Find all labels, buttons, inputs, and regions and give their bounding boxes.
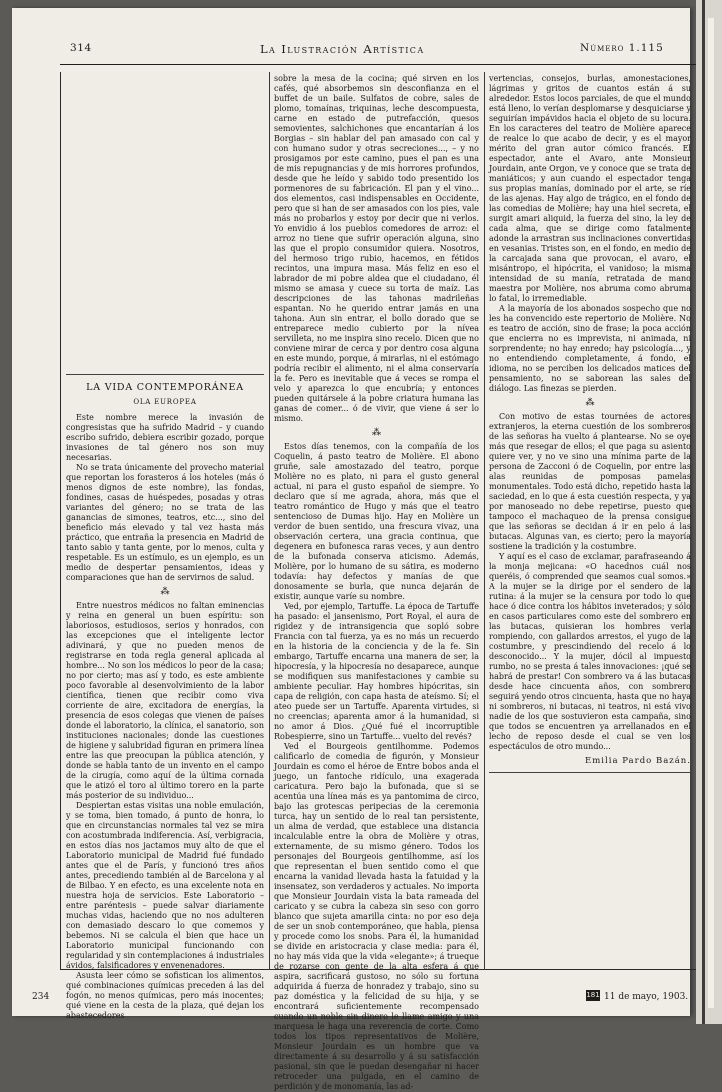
paragraph: Ved el Bourgeois gentilhomme. Podemos calificarlo de comedia de figurón, y Monsieur Jourdain es como el héroe de Entre bobos anda el juego, un fantoche ridículo, una exagerada caricatura. Pero bajo la bufonada, que si se acentúa una línea más es ya pantomima de circo, bajo las grotescas peripecias de la ceremonia turca, hay un sentido de lo real tan persistente, un alma de verdad, que establece una distancia incalculable entre la obra de Molière y otras, externamente, de su mismo género. Todos los personajes del Bourgeois gentilhomme, así los que representan el buen sentido como el que encarna la vanidad llevada hasta la fatuidad y la insensatez, son verdaderos y actuales. No importa que Monsieur Jourdain vista la bata rameada del caricato y se cubra la cabeza sin seso con gorro blanco que sujeta amarilla cinta: no por eso deja de ser un snob contemporáneo, que habla, piensa y procede como los snobs. Para él, la humanidad se divide en aristocracia y clase media: para él, no hay más vida que la vida «elegante»; á trueque de rozarse con gente de la alta esfera á que aspira, sacrificará gustoso, no sólo su fortuna adquirida á fuerza de honradez y trabajo, sino su paz doméstica y la felicidad de su hija, y se encontrará suficientemente recompensado cuando un noble sin dinero le llame amigo y una marquesa le haga una reverencia de corte. Como todos los tipos representativos de Molière, Monsieur Jourdain es un hombre que va directamente á su desarrollo y á su satisfacción pasional, sin que le puedan desengañar ni hacer retroceder una pulgada, en el camino de perdición y de monomanía, las ad- — [274, 742, 479, 1091]
paragraph: Despiertan estas visitas una noble emulación, y se toma, bien tomado, á punto de honra, lo que en circunstancias normales tal vez se mira con acostumbrada indiferencia. Así, verbigracia, en estos días nos jactamos muy alto de que el Laboratorio municipal de Madrid fué fundado antes que el de París, y funcionó tres años antes, precediendo también al de Barcelona y al de Bilbao. Y en efecto, es una excelente nota en nuestra hoja de servicios. Este Laboratorio – entre paréntesis – puede salvar diariamente muchas vidas, haciendo que no nos adulteren con demasiado descaro lo que comemos y bebemos. Ni se calcula el bien que hace un Laboratorio municipal funcionando con regularidad y sin contemplaciones á industriales ávidos, falsificadores y envenenadores. — [66, 801, 264, 970]
paragraph: Estos días tenemos, con la compañía de los Coquelin, á pasto teatro de Molière. El abono gruñe, sale amostazado del teatro, porque Molière no es plato, ni para el gusto general actual, ni para el gusto español de siempre. Yo declaro que sí me agrada, ahora, más que el teatro romántico de Hugo y más que el teatro sentencioso de Dumas hijo. Hay en Molière un verdor de buen sentido, una frescura vivaz, una observación certera, una gracia continua, que degenera en bufonesca raras veces, y aun dentro de la bufonada conserva aticismo. Además, Molière, por lo humano de su sátira, es moderno todavía: hay defectos y manías de que donosamente se burla, que nunca dejarán de existir, aunque varíe su nombre. — [274, 442, 479, 601]
header-rule — [60, 64, 698, 65]
section-break-stars: ⁂ — [372, 428, 381, 438]
paragraph: No se trata únicamente del provecho material que reportan los forasteros á los hoteles (más ó menos dignos de este nombre), las fondas, fondines, casas de huéspedes, posadas y otras variantes del género; no se trata de las ganancias de simones, teatros, etc..., sino del beneficio más elevado y tal vez hasta más práctico, que entraña la presencia en Madrid de tanto sabio y tanta gente, por lo menos, culta y respetable. Es un estímulo, es un ejemplo, es un medio de despertar pensamientos, ideas y comparaciones que han de servirnos de salud. — [66, 463, 264, 582]
column-divider-1 — [269, 72, 270, 970]
archive-stamp: 181 — [586, 991, 600, 999]
paragraph: sobre la mesa de la cocina; qué sirven en los cafés, qué absorbemos sin desconfianza en el buffet de un baile. Sulfatos de cobre, sales de plomo, tomaínas, triquinas, leche descompuesta, carne en estado de putrefacción, quesos semovientes, salchichones que encantarían á los Borgias – sin hablar del pan amasado con cal y con humano sudor y otras secreciones..., – y no prosigamos por este camino, pues el pan es una de mis repugnancias y de mis horrores profundos, desde que he leído y sabido todo presentido los pormenores de su fabricación. El pan y el vino... dos elementos, casi indispensables en Occidente, pero que si han de ser amasados con los pies, vale más no probarlos y estoy por decir que ni verlos. Yo envidio á los pueblos comedores de arroz: el arroz no tiene que sufrir operación alguna, sino las que el propio consumidor quiera. Nosotros, del hermoso trigo rubio, hacemos, en fétidos recintos, una impura masa. Más feliz en eso el labrador de mi pobre aldea que el ciudadano, él mismo se amasa y cuece su torta de maíz. Las descripciones de las tahonas madrileñas espantan. No he querido entrar jamás en una tahona. Aun sin entrar, el bollo dorado que se entreparece medio cubierto por la nívea servilleta, no me inspira sino recelo. Dicen que no conviene mirar de cerca y por dentro cosa alguna en este mundo, porque, á mirarlas, ni el estómago podría recibir el alimento, ni el alma conservaría la fe. Pero es inevitable que á veces se rompa el velo y aparezca lo que encubría; y entonces pueden quitársele á la pobre criatura humana las ganas de comer... ó de vivir, que viene á ser lo mismo. — [274, 74, 479, 423]
paragraph: vertencias, consejos, burlas, amonestaciones, lágrimas y gritos de cuantos están á su alrededor. Estos locos parciales, de que el mundo está lleno, lo verían desplomarse y desquiciarse y seguirían impávidos hacia el objeto de su locura. En los caracteres del teatro de Molière aparece de realce lo que acabo de decir, y es el mayor mérito del gran autor cómico francés. El espectador, ante el Avaro, ante Monsieur Jourdain, ante Orgon, ve y conoce que se trata de maniáticos; y aun cuando el espectador tenga sus propias manías, dominado por el arte, se ríe de las ajenas. Hay algo de trágico, en el fondo de las comedias de Molière; hay una hiel secreta, el surgit amari aliquid, la fuerza del sino, la ley de cada alma, que se dirige como fatalmente adonde la arrastran sus inclinaciones convertidas en vesanias. Tristes son, en el fondo, en medio de la carcajada sana que provocan, el avaro, el misántropo, el hipócrita, el vanidoso; la misma intensidad de su manía, retratada de mano maestra por Molière, nos abruma como abruma lo fatal, lo irremediable. — [489, 74, 691, 303]
author-signature: Emilia Pardo Bazán. — [585, 756, 691, 766]
paragraph: Asusta leer cómo se sofistican los alimentos, qué combinaciones químicas preceden á las del fogón, no menos químicas, pero más inocentes; qué viene en la cesta de la plaza, qué dejan los abastecedores — [66, 971, 264, 1020]
column-divider-2 — [484, 72, 485, 970]
section-break-stars: ⁂ — [585, 398, 595, 408]
paragraph: Y aquí es el caso de exclamar, parafraseando á la monja mejicana: «O hacednos cuál nos queréis, ó comprended que seamos cual somos.» A la mujer se la dirige por el sendero de la rutina: á la mujer se la censura por todo lo que hace ó dice contra los hábitos inveterados; y sólo en casos particulares como este del sombrero en las butacas, quisieran los hombres verla rompiendo, con gallardos arrestos, el yugo de la costumbre, y prescindiendo del recelo á lo desconocido... Y la mujer, dócil al impuesto rumbo, no se presta á tales innovaciones: ¡qué se habrá de prestar! Con sombrero va á las butacas desde hace cincuenta años, con sombrero seguirá yendo otros cincuenta, hasta que no haya ni sombreros, ni butacas, ni teatros, ni está vivo nadie de los que sostuvieron esta campaña, sino que todos se encuentren ya arrellanados en el lecho de reposo desde el cual se ven los espectáculos de otro mundo... — [489, 552, 691, 751]
issue-date: 11 de mayo, 1903. — [604, 992, 689, 1002]
paragraph: Ved, por ejemplo, Tartuffe. La época de Tartuffe ha pasado: el jansenismo, Port Royal, el aura de rigidez y de intransigencia que sopló sobre Francia con tal fuerza, ya es no más un recuerdo en la historia de la conciencia y de la fe. Sin embargo, Tartuffe encarna una manera de ser, la hipocresía, y la hipocresía no desaparece, aunque se modifiquen sus manifestaciones y cambie su ambiente peculiar. Hay hombres hipócritas, sin capa de religión, con capa hasta de ateísmo. Sí; el ateo puede ser un Tartuffe. Aparenta virtudes, si no creencias; aparenta amor á la humanidad, si no amor á Dios. ¿Qué fué el incorruptible Robespierre, sino un Tartuffe... vuelto del revés? — [274, 602, 479, 741]
page-header — [60, 42, 680, 62]
paragraph: A la mayoría de los abonados sospecho que no les ha convencido este repertorio de Molière. No es teatro de acción, sino de frase; la poca acción que encierra no es imprevista, ni animada, ni sorprendente; no hay enredo; hay psicología..., y no entendiendo completamente, á fondo, el idioma, no se perciben los delicados matices del pensamiento, no se saborean las sales del diálogo. Las finezas se pierden. — [489, 304, 691, 393]
paragraph: Con motivo de estas tournées de actores extranjeros, la eterna cuestión de los sombreros de las señoras ha vuelto á plantearse. No se oye más que resegar de ellos; el que paga su asiento quiere ver, y no ve sino una mínima parte de la persona de Zacconi ó de Coquelin, por entre las alas reunidas de pomposas pamelas monumentales. Todo está dicho, repetido hasta la saciedad, en lo que á esta cuestión respecta, y ya por manoseado no debe repetirse, puesto que tampoco el machaqueo de la prensa consigue que las señoras se decidan á ir en pelo á las butacas. Algunas van, es cierto; pero la mayoría sostiene la tradición y la costumbre. — [489, 412, 691, 551]
end-rule — [489, 772, 691, 773]
column-3 — [489, 74, 691, 766]
section-subtitle: OLA EUROPEA — [133, 398, 197, 406]
page-number: 314 — [70, 42, 92, 54]
paragraph: Entre nuestros médicos no faltan eminencias y reina en general un buen espíritu: son laboriosos, estudiosos, serios y honrados, con las excepciones que el inteligente lector adivinará, y que no pueden menos de registrarse en toda regla general aplicada al hombre... No son los médicos lo peor de la casa; no por cierto; mas así y todo, es este ambiente poco favorable al desenvolvimiento de la labor científica, tienen que recibir como viva corriente de aire, excitadora de energías, la presencia de esos colegas que vienen de países donde el laboratorio, la clínica, el sanatorio, son instituciones nacionales; donde las cuestiones de higiene y salubridad figuran en primera línea entre las que preocupan la pública atención, y donde se habla tanto de un invento en el campo de la cirugía, como aquí de la última cornada que le atizó el toro al último torero en la parte más posterior de su individuo... — [66, 601, 264, 800]
archive-page-number: 234 — [32, 992, 50, 1002]
masthead-title: La Ilustración Artística — [260, 42, 425, 56]
issue-number: Número 1.115 — [580, 42, 664, 54]
section-break-stars: ⁂ — [160, 587, 170, 597]
section-title: LA VIDA CONTEMPORÁNEA — [86, 382, 244, 393]
paragraph: Este nombre merece la invasión de congresistas que ha sufrido Madrid – y cuando escribo sufrido, debiera escribir gozado, porque invasiones de tal género nos son muy necesarias. — [66, 413, 264, 462]
column-2 — [274, 74, 479, 1091]
column-1 — [66, 368, 264, 1020]
document-page — [12, 8, 691, 1091]
book-spine — [696, 0, 722, 1024]
section-rule — [66, 374, 264, 375]
